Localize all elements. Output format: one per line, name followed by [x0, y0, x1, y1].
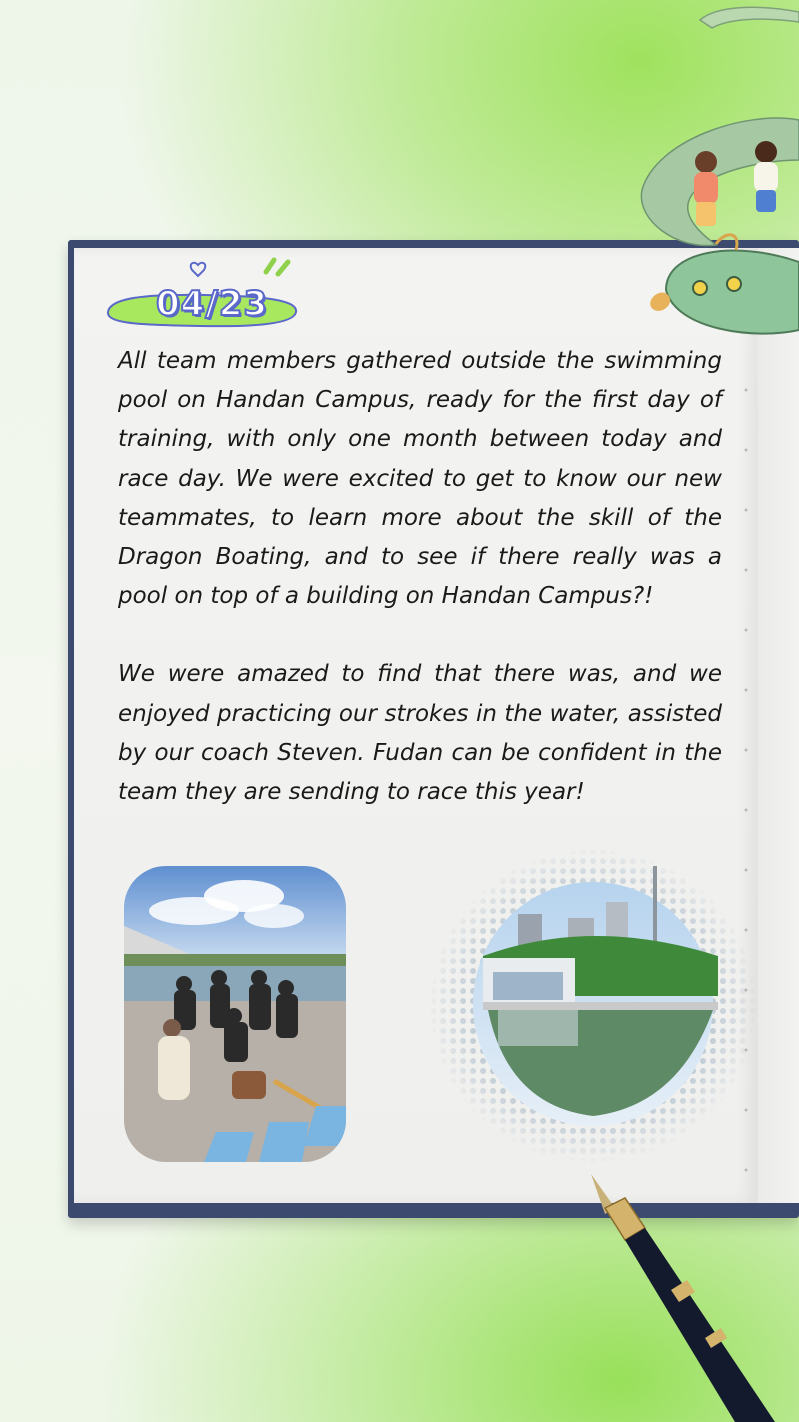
- entry-paragraph-1: All team members gathered outside the swimming pool on Handan Campus, ready for the first day of training, with only one month between today and race day. We were excited to get to know our new teammates, to learn more about the skill of the Dragon Boating, and to see if there really was a pool on top of a building on Handan Campus?!: [118, 348, 722, 610]
- fountain-pen-icon: [585, 1168, 799, 1422]
- sparkle-icon: [186, 256, 296, 286]
- entry-body: [118, 342, 722, 812]
- rooftop-pool-photo: [428, 846, 758, 1164]
- entry-date: 04/23: [156, 284, 269, 324]
- dragon-with-kids-illustration: [636, 0, 799, 340]
- team-poolside-photo: [124, 866, 346, 1162]
- entry-paragraph-2: We were amazed to find that there was, and we enjoyed practicing our strokes in the water, assisted by our coach Steven. Fudan can be confident in the team they are sending to race this year!: [118, 661, 722, 806]
